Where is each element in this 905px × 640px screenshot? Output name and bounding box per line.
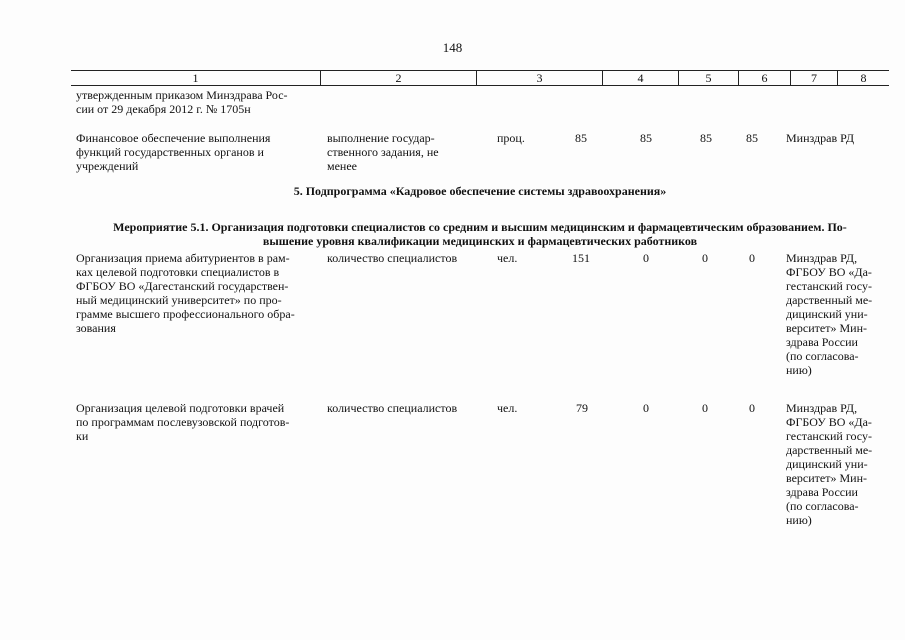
text-line: Мероприятие 5.1. Организация подготовки специалистов со средним и высшим медицинским и фармацевтическим образованием. По- (113, 220, 847, 234)
finance-row-responsible (786, 131, 854, 145)
text-line: гестанский госу- (786, 429, 872, 443)
column-header-2: 2 (320, 71, 476, 86)
text-line: Минздрав РД (786, 131, 855, 145)
text-line: менее (327, 159, 357, 173)
column-header-4: 4 (602, 71, 678, 86)
column-header-3: 3 (476, 71, 602, 86)
finance-row-value-2: 85 (640, 131, 652, 145)
text-line: Организация целевой подготовки врачей (76, 401, 285, 415)
text-line: по программам послевузовской подготов- (76, 415, 290, 429)
text-line: нию) (786, 513, 812, 527)
text-line: Финансовое обеспечение выполнения (76, 131, 271, 145)
text-line: зования (76, 321, 116, 335)
text-line: верситет» Мин- (786, 321, 867, 335)
table-header-row (71, 70, 889, 86)
text-line: функций государственных органов и (76, 145, 264, 159)
text-line: здрава России (786, 485, 858, 499)
doctors-row-value-1: 79 (576, 401, 588, 415)
text-line: Организация приема абитуриентов в рам- (76, 251, 290, 265)
applicants-row-value-3: 0 (702, 251, 708, 265)
finance-row-unit: проц. (497, 131, 525, 145)
column-header-6: 6 (738, 71, 790, 86)
text-line: выполнение государ- (327, 131, 435, 145)
text-line: Минздрав РД, (786, 251, 858, 265)
doctors-row-unit: чел. (497, 401, 518, 415)
text-line: вышение уровня квалификации медицинских и фармацевтических работников (262, 234, 698, 248)
text-line: дицинский уни- (786, 307, 868, 321)
doctors-row-responsible (786, 401, 872, 527)
column-header-7: 7 (790, 71, 837, 86)
column-header-5: 5 (678, 71, 738, 86)
text-line: ФГБОУ ВО «Дагестанский государствен- (76, 279, 289, 293)
text-line: Минздрав РД, (786, 401, 858, 415)
text-line: здрава России (786, 335, 858, 349)
applicants-row-unit: чел. (497, 251, 518, 265)
text-line: ках целевой подготовки специалистов в (76, 265, 280, 279)
text-line: (по согласова- (786, 499, 859, 513)
applicants-row-value-1: 151 (572, 251, 590, 265)
finance-row-value-1: 85 (575, 131, 587, 145)
applicants-row-description (76, 251, 295, 335)
finance-row-description (76, 131, 270, 173)
applicants-row-indicator: количество специалистов (327, 251, 458, 265)
finance-row-value-4: 85 (746, 131, 758, 145)
doctors-row-value-3: 0 (702, 401, 708, 415)
text-line: грамме высшего профессионального обра- (76, 307, 295, 321)
finance-row-value-3: 85 (700, 131, 712, 145)
column-header-1: 1 (192, 71, 199, 85)
text-line: ственного задания, не (327, 145, 439, 159)
subprogram-title: 5. Подпрограмма «Кадровое обеспечение системы здравоохранения» (293, 184, 667, 198)
continued-row-description (76, 88, 288, 116)
doctors-row-value-4: 0 (749, 401, 755, 415)
doctors-row-description (76, 401, 289, 443)
column-header-8: 8 (837, 71, 889, 86)
doctors-row-value-2: 0 (643, 401, 649, 415)
finance-row-indicator (327, 131, 439, 173)
measure-title (71, 220, 889, 248)
text-line: ФГБОУ ВО «Да- (786, 415, 872, 429)
applicants-row-value-4: 0 (749, 251, 755, 265)
doctors-row-indicator: количество специалистов (327, 401, 458, 415)
text-line: сии от 29 декабря 2012 г. № 1705н (76, 102, 251, 116)
text-line: верситет» Мин- (786, 471, 867, 485)
applicants-row-value-2: 0 (643, 251, 649, 265)
text-line: дарственный ме- (786, 293, 873, 307)
page-number: 148 (442, 40, 463, 55)
text-line: ный медицинский университет» по про- (76, 293, 282, 307)
text-line: гестанский госу- (786, 279, 872, 293)
text-line: ФГБОУ ВО «Да- (786, 265, 872, 279)
text-line: дицинский уни- (786, 457, 868, 471)
text-line: утвержденным приказом Минздрава Рос- (76, 88, 288, 102)
text-line: учреждений (76, 159, 139, 173)
text-line: дарственный ме- (786, 443, 873, 457)
applicants-row-responsible (786, 251, 872, 377)
text-line: нию) (786, 363, 812, 377)
text-line: ки (76, 429, 89, 443)
text-line: (по согласова- (786, 349, 859, 363)
